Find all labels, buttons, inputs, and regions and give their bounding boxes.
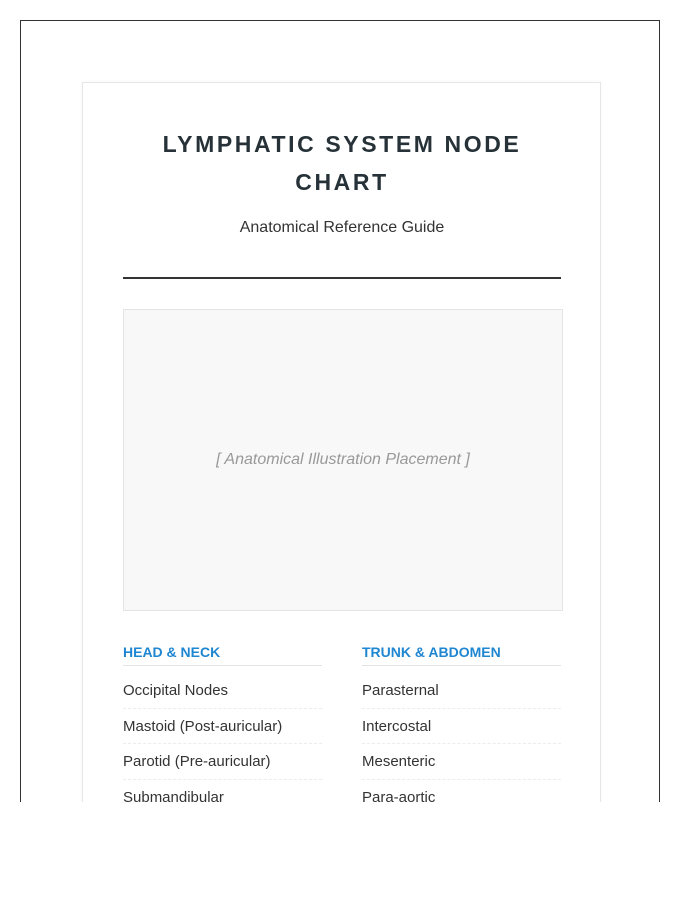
page-subtitle: Anatomical Reference Guide: [239, 219, 445, 236]
section-heading: TRUNK & ABDOMEN: [362, 643, 561, 666]
illustration-placeholder: [123, 309, 563, 611]
title-divider: [123, 277, 561, 279]
chart-card: [82, 82, 601, 802]
outer-frame: [20, 20, 660, 802]
list-item: Intercostal: [362, 709, 561, 745]
list-item: Mesenteric: [362, 744, 561, 780]
section-trunk-abdomen: [362, 643, 561, 802]
node-list: [123, 673, 322, 802]
illustration-placeholder-label: [ Anatomical Illustration Placement ]: [216, 451, 470, 468]
list-item: Occipital Nodes: [123, 673, 322, 709]
section-heading: HEAD & NECK: [123, 643, 322, 666]
list-item: Parotid (Pre-auricular): [123, 744, 322, 780]
page-title: LYMPHATIC SYSTEM NODE CHART: [162, 131, 522, 195]
list-item: Submandibular: [123, 780, 322, 803]
list-item: Para-aortic: [362, 780, 561, 803]
list-item: Mastoid (Post-auricular): [123, 709, 322, 745]
list-item: Parasternal: [362, 673, 561, 709]
section-head-neck: [123, 643, 322, 802]
node-list: [362, 673, 561, 802]
